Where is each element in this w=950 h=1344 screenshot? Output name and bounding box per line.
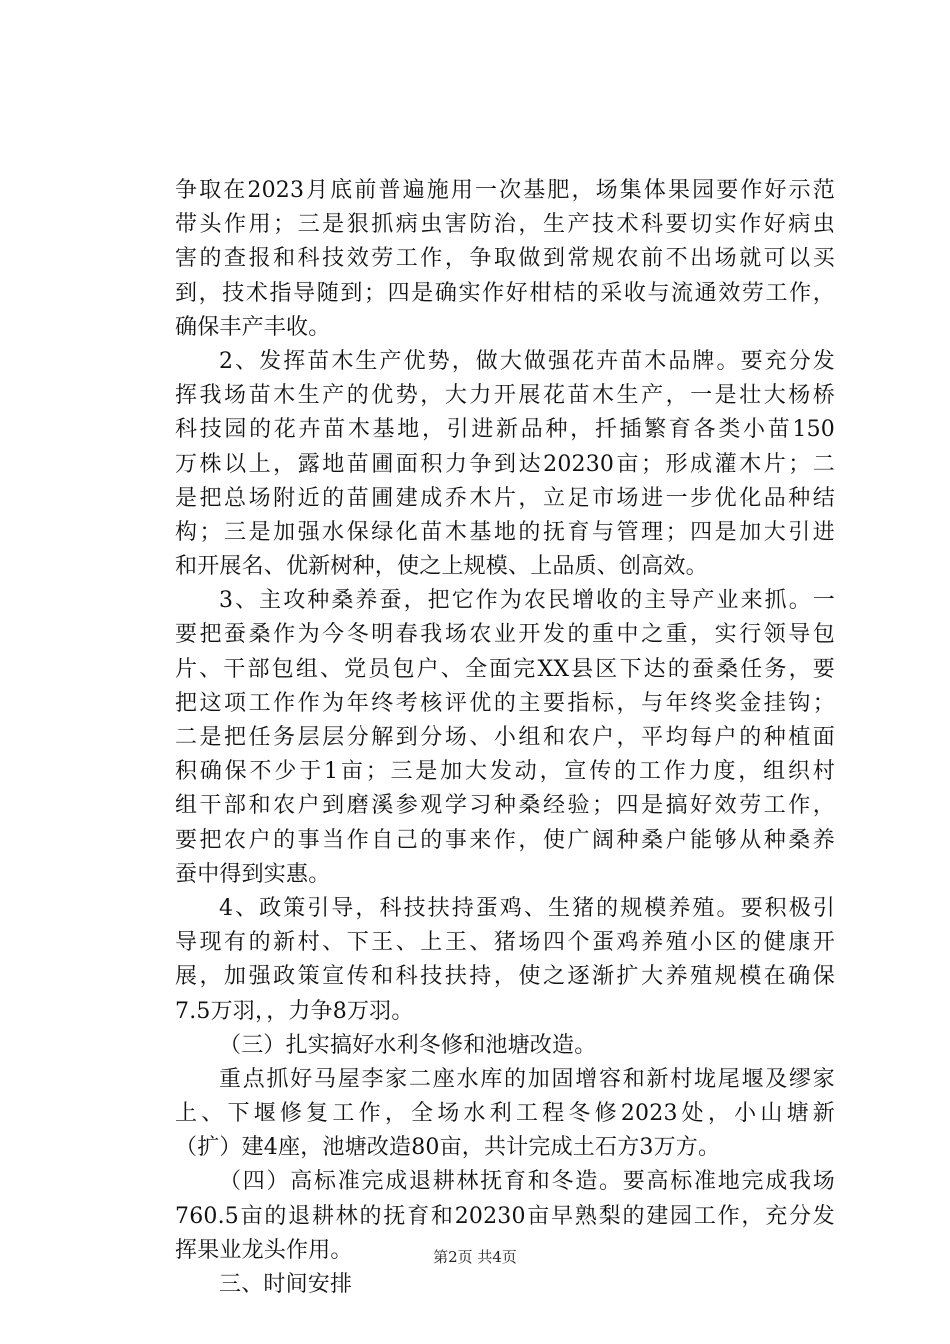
text-line: 重点抓好马屋李家二座水库的加固增容和新村垅尾堰及缪家	[219, 1066, 835, 1092]
text-line: 蚕中得到实惠。	[175, 861, 331, 887]
text-line: （三）扎实搞好水利冬修和池塘改造。	[219, 1032, 597, 1058]
text-line: 三、时间安排	[219, 1272, 353, 1297]
text-line: 展，加强政策宣传和科技扶持，使之逐渐扩大养殖规模在确保	[175, 964, 835, 990]
text-line: 是把总场附近的苗圃建成乔木片，立足市场进一步优化品种结	[175, 485, 835, 511]
text-line: 二是把任务层层分解到分场、小组和农户，平均每户的种植面	[175, 725, 835, 750]
text-line: 把这项工作作为年终考核评优的主要指标，与年终奖金挂钩；	[175, 690, 835, 716]
text-line: 科技园的花卉苗木基地，引进新品种，扦插繁育各类小苗150	[175, 417, 835, 443]
document-body	[175, 174, 835, 1302]
page-number-footer: 第2页 共4页	[433, 1248, 517, 1266]
text-line: 和开展名、优新树种，使之上规模、上品质、创高效。	[175, 554, 708, 580]
text-line: 带头作用；三是狠抓病虫害防治，生产技术科要切实作好病虫	[175, 212, 835, 238]
text-line: 要把农户的事当作自己的事来作，使广阔种桑户能够从种桑养	[175, 827, 835, 853]
text-line: 积确保不少于1亩；三是加大发动，宣传的工作力度，组织村	[175, 759, 835, 785]
text-line: 3、主攻种桑养蚕，把它作为农民增收的主导产业来抓。一	[219, 588, 835, 614]
text-line: 到，技术指导随到；四是确实作好柑桔的采收与流通效劳工作，	[175, 280, 835, 306]
text-line: 7.5万羽，，力争8万羽。	[175, 998, 414, 1024]
text-line: 导现有的新村、下王、上王、猪场四个蛋鸡养殖小区的健康开	[175, 930, 835, 956]
text-line: 组干部和农户到磨溪参观学习种桑经验；四是搞好效劳工作，	[175, 793, 835, 819]
text-line: 争取在2023月底前普遍施用一次基肥，场集体果园要作好示范	[175, 178, 835, 203]
text-line: （四）高标准完成退耕林抚育和冬造。要高标准地完成我场	[219, 1169, 835, 1195]
text-line: 构；三是加强水保绿化苗木基地的抚育与管理；四是加大引进	[175, 519, 835, 545]
text-line: 挥果业龙头作用。	[175, 1237, 353, 1263]
text-line: 760.5亩的退耕林的抚育和20230亩早熟梨的建园工作，充分发	[175, 1203, 835, 1229]
text-line: 害的查报和科技效劳工作，争取做到常规农前不出场就可以买	[175, 246, 835, 272]
text-line: 4、政策引导，科技扶持蛋鸡、生猪的规模养殖。要积极引	[219, 895, 835, 921]
text-line: 挥我场苗木生产的优势，大力开展花苗木生产，一是壮大杨桥	[175, 383, 835, 409]
text-line: （扩）建4座，池塘改造80亩，共计完成土石方3万方。	[175, 1135, 721, 1161]
text-line: 万株以上，露地苗圃面积力争到达20230亩；形成灌木片；二	[175, 451, 835, 477]
text-line: 要把蚕桑作为今冬明春我场农业开发的重中之重，实行领导包	[175, 622, 835, 648]
text-line: 确保丰产丰收。	[175, 314, 331, 340]
text-line: 上、下堰修复工作，全场水利工程冬修2023处，小山塘新	[175, 1101, 835, 1127]
text-line: 片、干部包组、党员包户、全面完XX县区下达的蚕桑任务，要	[175, 656, 835, 682]
text-line: 2、发挥苗木生产优势，做大做强花卉苗木品牌。要充分发	[219, 348, 835, 374]
